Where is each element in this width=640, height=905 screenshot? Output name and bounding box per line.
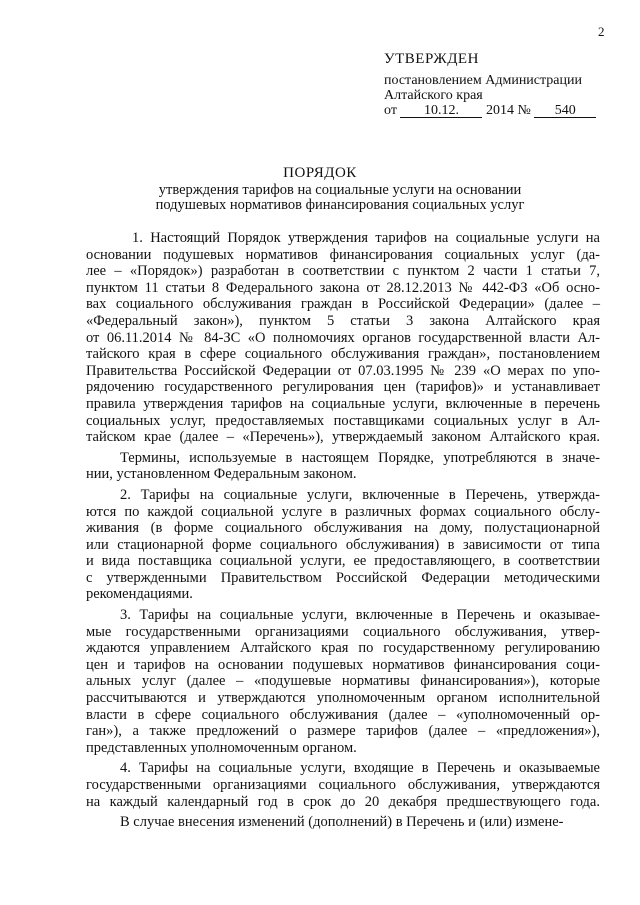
paragraph-line: социальных услуг, предоставляемых поставщиками социальных услуг в Ал-	[86, 412, 600, 429]
paragraph-line: правила утверждения тарифов на социальные услуги, включенные в перечень	[86, 395, 600, 412]
paragraph-line: ган»), а также предложений о размере тарифов (далее – «предложения»),	[86, 723, 600, 740]
paragraph-line: пунктом 11 статьи 8 Федерального закона от 28.12.2013 № 442-ФЗ «Об осно-	[86, 279, 600, 296]
paragraph-line: основании подушевых нормативов финансирования социальных услуг (да-	[86, 246, 600, 263]
paragraph-line: вах социального обслуживания граждан в Российской Федерации» (далее –	[86, 296, 600, 313]
approval-line-2: Алтайского края	[384, 88, 483, 103]
paragraph-line: нии, установленном Федеральным законом.	[86, 466, 357, 483]
date-day: 10.12.	[400, 104, 482, 118]
document-number: 540	[534, 104, 596, 118]
date-year: 2014 №	[485, 103, 531, 118]
paragraph-line: тайского края в сфере социального обслуживания граждан», постановлением	[86, 346, 600, 363]
paragraph	[86, 450, 600, 483]
paragraph-line: 4. Тарифы на социальные услуги, входящие в Перечень и оказываемые	[120, 760, 600, 777]
paragraph	[86, 230, 600, 446]
paragraph-line: Правительства Российской Федерации от 07.03.1995 № 239 «О мерах по упо-	[86, 362, 600, 379]
paragraph-line: цен и тарифов на основании подушевых нормативов финансирования соци-	[86, 656, 600, 673]
approval-date-line	[384, 103, 620, 118]
paragraph-line: представленных уполномоченным органом.	[86, 739, 357, 756]
paragraph-line: Термины, используемые в настоящем Порядке, употребляются в значе-	[120, 449, 600, 466]
document-title: ПОРЯДОК	[283, 165, 357, 181]
paragraph	[86, 814, 600, 831]
paragraph-line: лее – «Порядок») разработан в соответствии с пунктом 2 части 1 статьи 7,	[86, 263, 600, 280]
paragraph-line: рекомендациями.	[86, 586, 193, 603]
paragraph-line: с утвержденными Правительством Российской Федерации методическими	[86, 569, 600, 586]
paragraph-line: тайском крае (далее – «Перечень»), утверждаемый законом Алтайского края.	[86, 429, 600, 446]
subtitle-line-1: утверждения тарифов на социальные услуги на основании	[158, 182, 522, 198]
document-body	[86, 230, 600, 835]
paragraph	[86, 607, 600, 756]
paragraph-line: 1. Настоящий Порядок утверждения тарифов на социальные услуги на	[132, 230, 600, 246]
page-number: 2	[598, 24, 605, 39]
paragraph-line: или стационарной форме социального обслуживания) в зависимости от типа	[86, 536, 600, 553]
paragraph-line: власти в сфере социального обслуживания (далее – «уполномоченный ор-	[86, 706, 600, 723]
paragraph-line: от 06.11.2014 № 84-ЗС «О полномочиях органов государственной власти Ал-	[86, 329, 600, 346]
paragraph-line: на каждый календарный год в срок до 20 декабря предшествующего года.	[86, 793, 600, 810]
approval-block	[384, 52, 620, 118]
approval-heading: УТВЕРЖДЕН	[384, 51, 479, 67]
subtitle-line-2: подушевых нормативов финансирования социальных услуг	[155, 197, 525, 213]
date-prefix: от	[384, 103, 397, 118]
document-subtitle	[140, 183, 540, 213]
paragraph-line: «Федеральный закон»), пунктом 5 статьи 3 закона Алтайского края	[86, 312, 600, 329]
paragraph	[86, 487, 600, 603]
paragraph-line: 2. Тарифы на социальные услуги, включенные в Перечень, утвержда-	[120, 486, 600, 503]
paragraph-line: В случае внесения изменений (дополнений) в Перечень и (или) измене-	[120, 814, 564, 831]
paragraph-line: ются по каждой социальной услуге в различных формах социального обслу-	[86, 503, 600, 520]
paragraph-line: и вида поставщика социальной услуги, ее предоставляющего, в соответствии	[86, 553, 600, 570]
paragraph-line: рядочению государственного регулирования цен (тарифов)» и устанавливает	[86, 379, 600, 396]
paragraph-line: государственными организациями социального обслуживания, утверждаются	[86, 777, 600, 793]
paragraph-line: рассчитываются и утверждаются уполномоченным органом исполнительной	[86, 690, 600, 707]
paragraph-line: альных услуг (далее – «подушевые нормативы финансирования»), которые	[86, 673, 600, 690]
paragraph-line: живания (в форме социального обслуживания на дому, полустационарной	[86, 520, 600, 537]
paragraph-line: мые государственными организациями социального обслуживания, утвер-	[86, 623, 600, 640]
paragraph-line: 3. Тарифы на социальные услуги, включенные в Перечень и оказывае-	[120, 607, 600, 624]
approval-line-1: постановлением Администрации	[384, 73, 582, 88]
paragraph-line: ждаются управлением Алтайского края по государственному регулированию	[86, 640, 600, 657]
paragraph	[86, 760, 600, 810]
